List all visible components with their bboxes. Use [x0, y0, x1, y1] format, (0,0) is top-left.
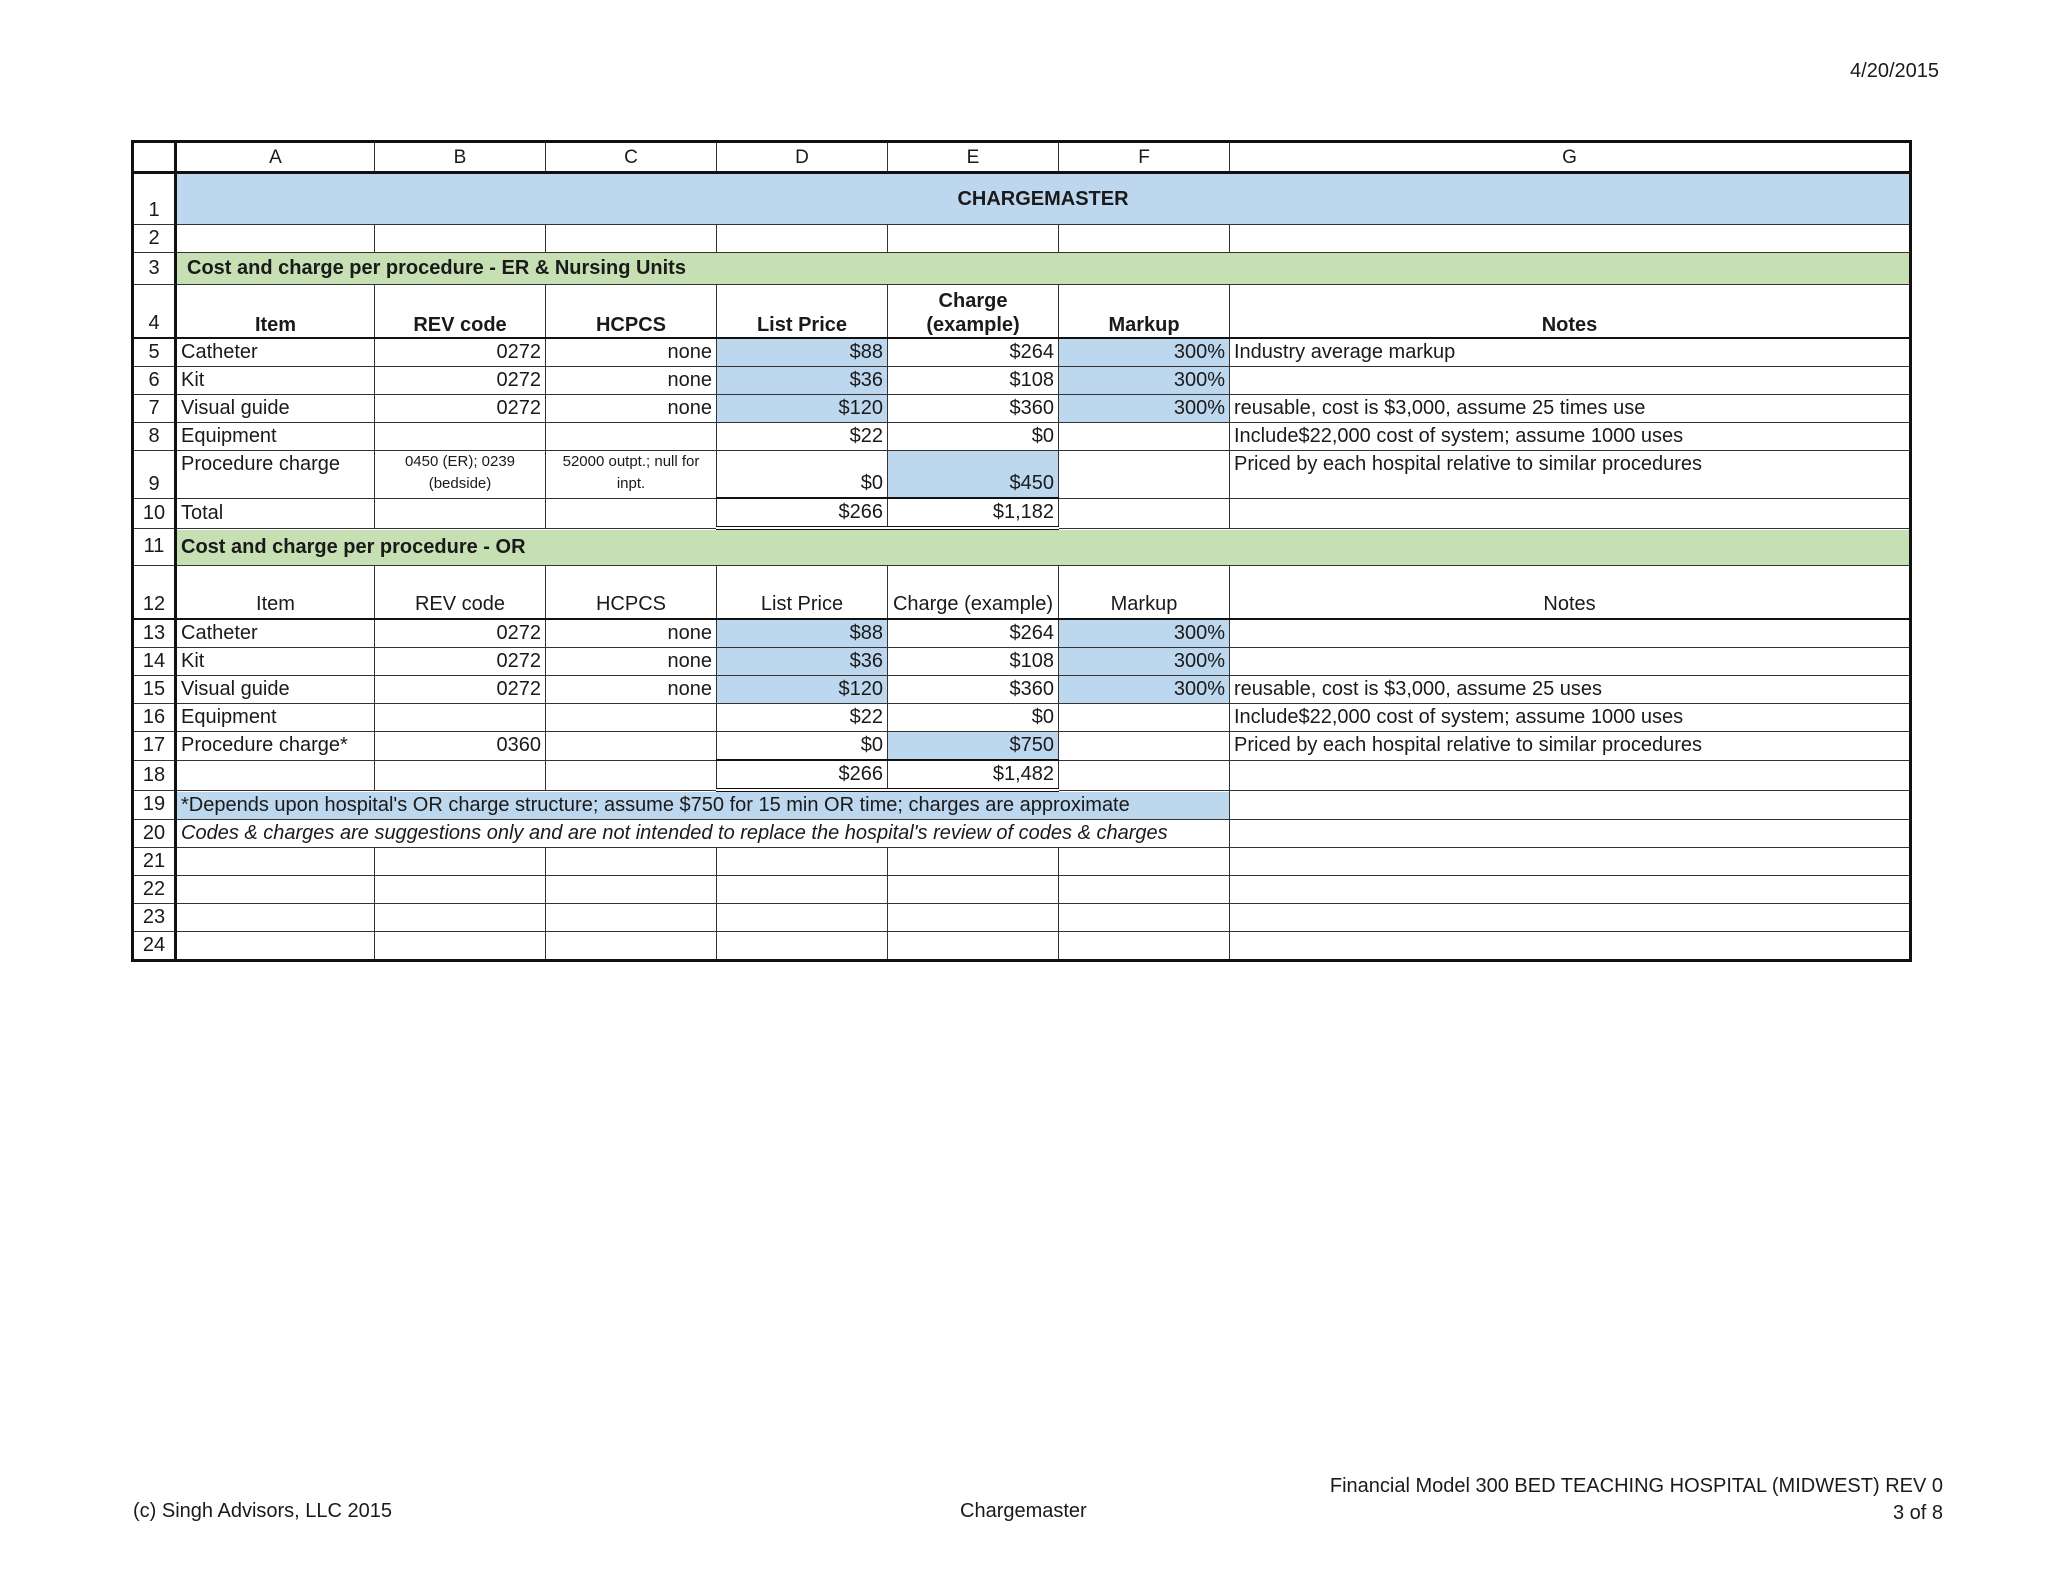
cell[interactable] [888, 225, 1059, 253]
list-price-cell[interactable]: $120 [717, 395, 888, 423]
rev-code-cell[interactable]: 0272 [375, 338, 546, 367]
cell[interactable] [1230, 498, 1911, 528]
cell[interactable] [375, 932, 546, 961]
markup-cell[interactable] [1059, 732, 1230, 761]
item-cell[interactable]: Kit [176, 648, 375, 676]
header-hcpcs[interactable]: HCPCS [546, 285, 717, 339]
header-markup[interactable]: Markup [1059, 566, 1230, 620]
total-label[interactable]: Total [176, 498, 375, 528]
hcpcs-cell[interactable]: none [546, 648, 717, 676]
rev-code-cell[interactable]: 0272 [375, 367, 546, 395]
item-cell[interactable]: Visual guide [176, 395, 375, 423]
column-header-e[interactable]: E [888, 142, 1059, 173]
notes-cell[interactable]: Include$22,000 cost of system; assume 1000 uses [1230, 423, 1911, 451]
table-row [133, 395, 1911, 423]
cell[interactable] [717, 932, 888, 961]
footer-page-number: 3 of 8 [1892, 1502, 1943, 1524]
row-number[interactable]: 10 [133, 498, 176, 528]
hcpcs-cell[interactable]: none [546, 367, 717, 395]
list-price-cell[interactable]: $88 [717, 338, 888, 367]
header-hcpcs[interactable]: HCPCS [546, 566, 717, 620]
table-row [133, 338, 1911, 367]
hcpcs-cell[interactable]: 52000 outpt.; null for inpt. [546, 451, 717, 499]
rev-code-cell[interactable]: 0272 [375, 648, 546, 676]
rev-code-cell[interactable] [375, 423, 546, 451]
table-row [133, 367, 1911, 395]
cell[interactable] [1059, 904, 1230, 932]
cell[interactable] [546, 848, 717, 876]
header-rev-code[interactable]: REV code [375, 566, 546, 620]
hcpcs-cell[interactable] [546, 732, 717, 761]
section-title-or[interactable]: Cost and charge per procedure - OR [176, 528, 1911, 566]
header-rev-code[interactable]: REV code [375, 285, 546, 339]
row-number[interactable]: 21 [133, 848, 176, 876]
list-price-cell[interactable]: $22 [717, 704, 888, 732]
rev-code-cell[interactable]: 0272 [375, 676, 546, 704]
row-number[interactable]: 8 [133, 423, 176, 451]
cell[interactable] [1059, 876, 1230, 904]
cell[interactable] [717, 876, 888, 904]
cell[interactable] [888, 876, 1059, 904]
table-row [133, 619, 1911, 648]
cell[interactable] [1059, 932, 1230, 961]
header-notes[interactable]: Notes [1230, 285, 1911, 339]
row-number[interactable]: 6 [133, 367, 176, 395]
cell[interactable] [717, 904, 888, 932]
markup-cell[interactable]: 300% [1059, 648, 1230, 676]
item-cell[interactable]: Catheter [176, 338, 375, 367]
rev-code-cell[interactable]: 0272 [375, 395, 546, 423]
cell[interactable] [1230, 932, 1911, 961]
cell[interactable] [546, 498, 717, 528]
row-number[interactable]: 19 [133, 790, 176, 820]
total-row [133, 498, 1911, 528]
notes-cell[interactable] [1230, 367, 1911, 395]
charge-cell[interactable]: $0 [888, 423, 1059, 451]
cell[interactable] [1059, 760, 1230, 790]
item-cell[interactable]: Visual guide [176, 676, 375, 704]
section-title-er[interactable]: Cost and charge per procedure - ER & Nursing Units [176, 253, 1911, 285]
charge-cell[interactable]: $450 [888, 451, 1059, 499]
hcpcs-cell[interactable]: none [546, 338, 717, 367]
corner-cell[interactable] [133, 142, 176, 173]
hcpcs-cell[interactable]: none [546, 676, 717, 704]
column-header-a[interactable]: A [176, 142, 375, 173]
row-number[interactable]: 24 [133, 932, 176, 961]
cell[interactable] [546, 932, 717, 961]
markup-cell[interactable] [1059, 423, 1230, 451]
table-header-row [133, 566, 1911, 620]
column-header-b[interactable]: B [375, 142, 546, 173]
list-price-cell[interactable]: $36 [717, 367, 888, 395]
list-price-cell[interactable]: $36 [717, 648, 888, 676]
cell[interactable] [375, 760, 546, 790]
row-number[interactable]: 20 [133, 820, 176, 848]
table-row [133, 732, 1911, 761]
cell[interactable] [888, 932, 1059, 961]
table-row [133, 848, 1911, 876]
cell[interactable] [176, 760, 375, 790]
row-number[interactable]: 4 [133, 285, 176, 339]
row-number[interactable]: 9 [133, 451, 176, 499]
notes-cell[interactable]: Include$22,000 cost of system; assume 1000 uses [1230, 704, 1911, 732]
footer-model-info [1330, 1473, 1943, 1527]
cell[interactable] [176, 225, 375, 253]
total-list-price[interactable]: $266 [717, 760, 888, 790]
cell[interactable] [1059, 848, 1230, 876]
markup-cell[interactable] [1059, 704, 1230, 732]
charge-cell[interactable]: $360 [888, 395, 1059, 423]
total-charge[interactable]: $1,482 [888, 760, 1059, 790]
row-number[interactable]: 23 [133, 904, 176, 932]
cell[interactable] [1230, 904, 1911, 932]
markup-cell[interactable]: 300% [1059, 338, 1230, 367]
footer-sheet-name: Chargemaster [960, 1500, 1087, 1522]
list-price-cell[interactable]: $120 [717, 676, 888, 704]
notes-cell[interactable]: Priced by each hospital relative to similar procedures [1230, 732, 1911, 761]
item-cell[interactable]: Procedure charge* [176, 732, 375, 761]
rev-code-cell[interactable] [375, 704, 546, 732]
charge-cell[interactable]: $360 [888, 676, 1059, 704]
charge-cell[interactable]: $108 [888, 648, 1059, 676]
row-number[interactable]: 18 [133, 760, 176, 790]
row-number[interactable]: 15 [133, 676, 176, 704]
notes-cell[interactable]: Industry average markup [1230, 338, 1911, 367]
cell[interactable] [888, 904, 1059, 932]
cell[interactable] [546, 876, 717, 904]
table-row [133, 648, 1911, 676]
cell[interactable] [176, 904, 375, 932]
charge-cell[interactable]: $264 [888, 338, 1059, 367]
table-row [133, 790, 1911, 820]
list-price-cell[interactable]: $22 [717, 423, 888, 451]
notes-cell[interactable]: reusable, cost is $3,000, assume 25 times use [1230, 395, 1911, 423]
row-number[interactable]: 3 [133, 253, 176, 285]
cell[interactable] [176, 848, 375, 876]
header-charge[interactable]: Charge (example) [888, 285, 1059, 339]
column-header-row [133, 142, 1911, 173]
header-markup[interactable]: Markup [1059, 285, 1230, 339]
cell[interactable] [375, 904, 546, 932]
cell[interactable] [546, 760, 717, 790]
header-notes[interactable]: Notes [1230, 566, 1911, 620]
list-price-cell[interactable]: $0 [717, 732, 888, 761]
table-row [133, 528, 1911, 566]
cell[interactable] [717, 225, 888, 253]
footnote-or-charge[interactable]: *Depends upon hospital's OR charge structure; assume $750 for 15 min OR time; charges are approximate [176, 790, 1230, 820]
table-row [133, 173, 1911, 225]
header-list-price[interactable]: List Price [717, 566, 888, 620]
list-price-cell[interactable]: $0 [717, 451, 888, 499]
column-header-d[interactable]: D [717, 142, 888, 173]
spreadsheet [131, 140, 1912, 962]
footnote-disclaimer[interactable]: Codes & charges are suggestions only and are not intended to replace the hospital's review of codes & charges [176, 820, 1230, 848]
cell[interactable] [717, 848, 888, 876]
notes-cell[interactable]: Priced by each hospital relative to similar procedures [1230, 451, 1911, 499]
table-row [133, 423, 1911, 451]
row-number[interactable]: 2 [133, 225, 176, 253]
markup-cell[interactable] [1059, 451, 1230, 499]
row-number[interactable]: 11 [133, 528, 176, 566]
charge-cell[interactable]: $264 [888, 619, 1059, 648]
rev-code-cell[interactable]: 0272 [375, 619, 546, 648]
row-number[interactable]: 1 [133, 173, 176, 225]
cell[interactable] [375, 848, 546, 876]
cell[interactable] [1230, 820, 1911, 848]
cell[interactable] [888, 848, 1059, 876]
column-header-f[interactable]: F [1059, 142, 1230, 173]
page-date: 4/20/2015 [1850, 60, 1939, 82]
notes-cell[interactable] [1230, 648, 1911, 676]
hcpcs-cell[interactable]: none [546, 395, 717, 423]
list-price-cell[interactable]: $88 [717, 619, 888, 648]
row-number[interactable]: 14 [133, 648, 176, 676]
header-item[interactable]: Item [176, 566, 375, 620]
item-cell[interactable]: Kit [176, 367, 375, 395]
row-number[interactable]: 13 [133, 619, 176, 648]
markup-cell[interactable]: 300% [1059, 395, 1230, 423]
table-row [133, 932, 1911, 961]
hcpcs-cell[interactable] [546, 423, 717, 451]
cell[interactable] [1230, 225, 1911, 253]
item-cell[interactable]: Catheter [176, 619, 375, 648]
cell[interactable] [1230, 760, 1911, 790]
table-row [133, 820, 1911, 848]
row-number[interactable]: 22 [133, 876, 176, 904]
markup-cell[interactable]: 300% [1059, 676, 1230, 704]
table-row [133, 253, 1911, 285]
cell[interactable] [1059, 498, 1230, 528]
footer-model-title: Financial Model 300 BED TEACHING HOSPITAL (MIDWEST) REV 0 [1329, 1475, 1943, 1497]
hcpcs-cell[interactable]: none [546, 619, 717, 648]
column-header-g[interactable]: G [1230, 142, 1911, 173]
row-number[interactable]: 16 [133, 704, 176, 732]
table-row [133, 225, 1911, 253]
header-charge[interactable]: Charge (example) [888, 566, 1059, 620]
markup-cell[interactable]: 300% [1059, 367, 1230, 395]
item-cell[interactable]: Equipment [176, 704, 375, 732]
row-number[interactable]: 5 [133, 338, 176, 367]
row-number[interactable]: 17 [133, 732, 176, 761]
total-list-price[interactable]: $266 [717, 498, 888, 528]
table-header-row [133, 285, 1911, 339]
table-row [133, 876, 1911, 904]
markup-cell[interactable]: 300% [1059, 619, 1230, 648]
hcpcs-cell[interactable] [546, 704, 717, 732]
cell[interactable] [375, 225, 546, 253]
cell[interactable] [1230, 848, 1911, 876]
cell[interactable] [176, 876, 375, 904]
table-row [133, 676, 1911, 704]
column-header-c[interactable]: C [546, 142, 717, 173]
cell[interactable] [1059, 225, 1230, 253]
footer-copyright: (c) Singh Advisors, LLC 2015 [133, 1500, 393, 1522]
cell[interactable] [546, 225, 717, 253]
row-number[interactable]: 7 [133, 395, 176, 423]
cell[interactable] [375, 498, 546, 528]
table-row [133, 704, 1911, 732]
cell[interactable] [1230, 876, 1911, 904]
total-charge[interactable]: $1,182 [888, 498, 1059, 528]
cell[interactable] [1230, 790, 1911, 820]
item-cell[interactable]: Procedure charge [176, 451, 375, 499]
header-item[interactable]: Item [176, 285, 375, 339]
rev-code-cell[interactable]: 0450 (ER); 0239 (bedside) [375, 451, 546, 499]
total-row [133, 760, 1911, 790]
charge-cell[interactable]: $108 [888, 367, 1059, 395]
charge-cell[interactable]: $750 [888, 732, 1059, 761]
table-row [133, 904, 1911, 932]
notes-cell[interactable] [1230, 619, 1911, 648]
header-list-price[interactable]: List Price [717, 285, 888, 339]
table-row [133, 451, 1911, 499]
cell[interactable] [176, 932, 375, 961]
cell[interactable] [546, 904, 717, 932]
rev-code-cell[interactable]: 0360 [375, 732, 546, 761]
sheet-title[interactable]: CHARGEMASTER [176, 173, 1911, 225]
item-cell[interactable]: Equipment [176, 423, 375, 451]
row-number[interactable]: 12 [133, 566, 176, 620]
notes-cell[interactable]: reusable, cost is $3,000, assume 25 uses [1230, 676, 1911, 704]
charge-cell[interactable]: $0 [888, 704, 1059, 732]
cell[interactable] [375, 876, 546, 904]
